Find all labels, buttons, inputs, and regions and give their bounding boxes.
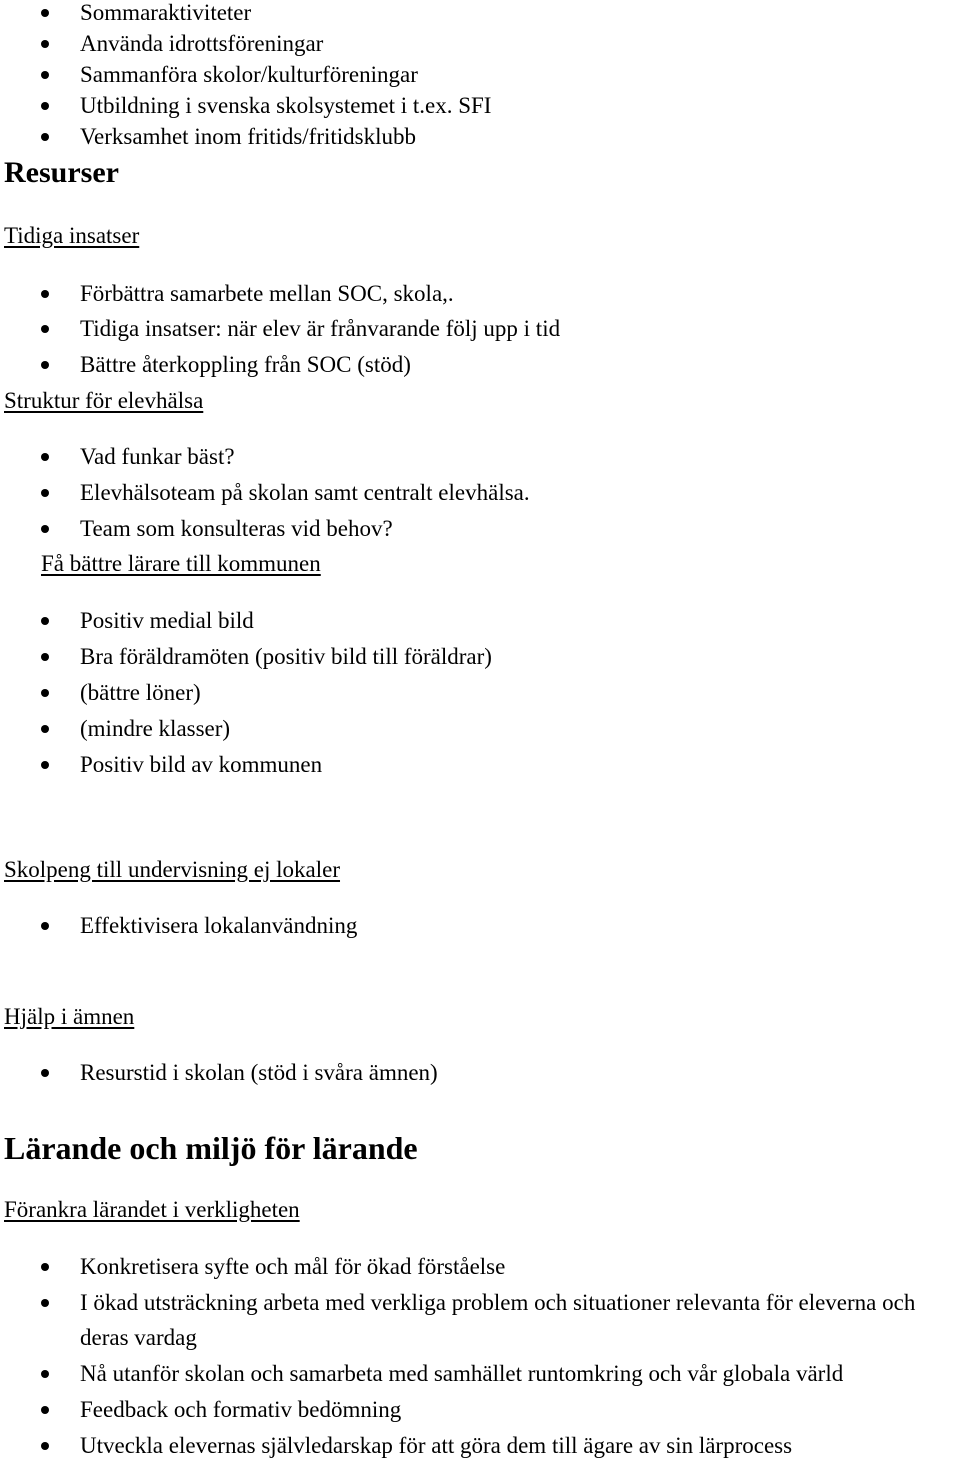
bullet-icon <box>41 689 49 697</box>
subheading-battre-larare: Få bättre lärare till kommunen <box>41 551 321 576</box>
bullet-icon <box>41 1370 49 1378</box>
bullet-icon <box>41 9 49 17</box>
bullet-icon <box>41 40 49 48</box>
bullet-icon <box>41 922 49 930</box>
bullet-icon <box>41 1069 49 1077</box>
bullet-icon <box>41 1442 49 1450</box>
subheading-tidiga-insatser: Tidiga insatser <box>4 223 140 248</box>
subheading-struktur-elevhalsa: Struktur för elevhälsa <box>4 388 204 413</box>
subheading-forankra-larandet: Förankra lärandet i verkligheten <box>4 1197 300 1222</box>
bullet-icon <box>41 525 49 533</box>
section-heading-larande: Lärande och miljö för lärande <box>4 1130 418 1166</box>
bullet-icon <box>41 453 49 461</box>
bullet-icon <box>41 489 49 497</box>
bullet-icon <box>41 617 49 625</box>
bullet-icon <box>41 325 49 333</box>
bullet-icon <box>41 71 49 79</box>
bullet-icon <box>41 102 49 110</box>
bullet-icon <box>41 1263 49 1271</box>
subheading-hjalp-amnen: Hjälp i ämnen <box>4 1004 135 1029</box>
section-heading-resurser: Resurser <box>4 156 119 189</box>
bullet-icon <box>41 725 49 733</box>
bullet-icon <box>41 1406 49 1414</box>
subheading-skolpeng: Skolpeng till undervisning ej lokaler <box>4 857 341 882</box>
bullet-icon <box>41 761 49 769</box>
bullet-icon <box>41 653 49 661</box>
bullet-icon <box>41 1299 49 1307</box>
bullet-icon <box>41 361 49 369</box>
bullet-icon <box>41 290 49 298</box>
bullet-icon <box>41 133 49 141</box>
